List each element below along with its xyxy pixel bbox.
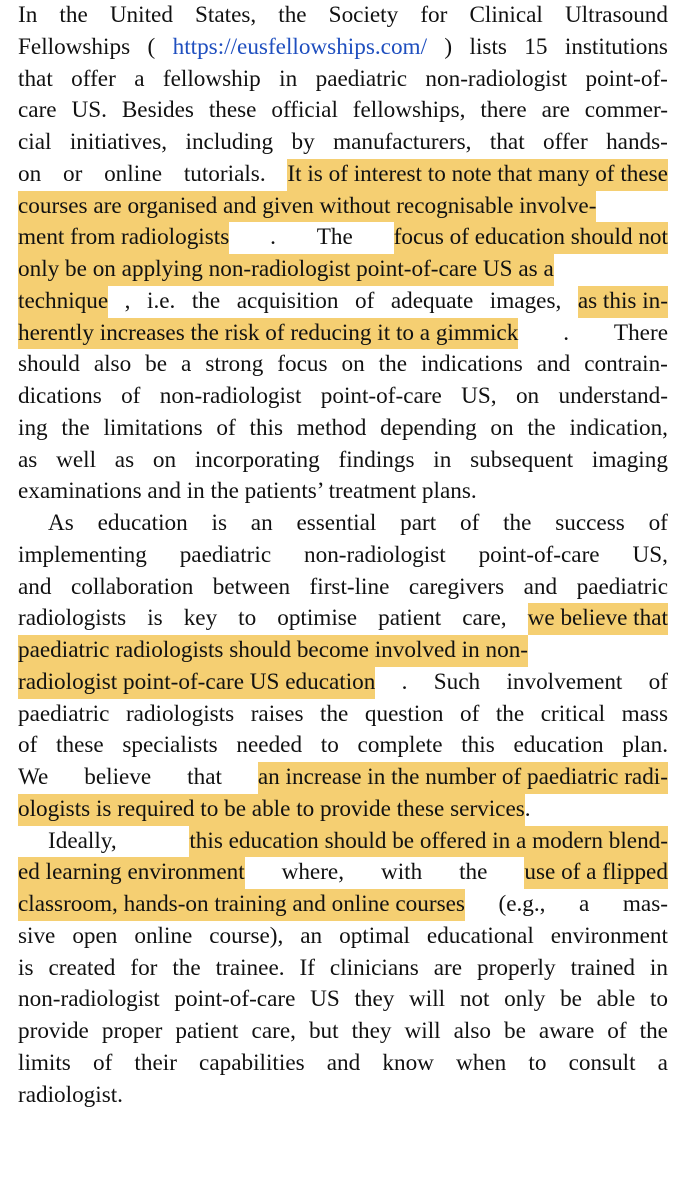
text-word: .: [401, 668, 408, 695]
highlighted-text: ment from radiologists: [18, 222, 229, 254]
text-word: is: [18, 954, 34, 981]
text-line: [18, 286, 668, 318]
text-word: patient: [175, 1018, 239, 1044]
text-word: the: [378, 351, 407, 378]
text-word: to: [649, 986, 668, 1013]
text-word: with: [380, 859, 423, 886]
text-word: in: [433, 446, 452, 473]
text-word: but: [308, 1018, 339, 1044]
text-line: [18, 127, 668, 159]
text-word: is: [147, 605, 163, 632]
text-word: adequate: [390, 287, 474, 314]
text-word: the: [459, 859, 488, 886]
text-word: open: [72, 922, 118, 949]
text-line: [18, 953, 668, 985]
text-word: to: [238, 605, 257, 632]
text-word: able: [596, 986, 636, 1013]
text-word: Besides: [121, 97, 194, 124]
text-word: of: [459, 510, 480, 536]
text-word: care,: [251, 1018, 296, 1044]
text-word: of: [355, 287, 375, 314]
text-word: care,: [462, 605, 507, 632]
text-word: involvement: [506, 668, 623, 695]
text-word: of: [607, 1018, 627, 1044]
text-word: If: [299, 954, 315, 981]
text-word: .: [563, 319, 570, 346]
text-word: fellowships,: [352, 97, 466, 124]
text-word: the: [320, 700, 349, 727]
text-word: an: [300, 922, 323, 949]
text-line: [18, 0, 668, 32]
text-word: ing: [18, 414, 48, 441]
text-word: limitations: [103, 414, 203, 441]
text-word: specialists: [122, 732, 218, 759]
text-word: the: [172, 954, 201, 981]
text-word: an: [250, 510, 273, 536]
text-word: (e.g.,: [498, 891, 546, 917]
text-word: We: [18, 764, 49, 790]
text-word: also: [93, 351, 132, 378]
text-word: essential: [296, 510, 377, 536]
text-word: paediatric: [179, 541, 272, 568]
text-line: [18, 64, 668, 96]
text-word: also: [453, 1018, 491, 1044]
text-word: non-radiologist: [159, 383, 302, 409]
text-word: and: [536, 351, 571, 378]
text-word: subsequent: [470, 446, 574, 473]
text-word: are: [433, 954, 463, 981]
text-word: their: [134, 1049, 177, 1076]
text-word: created: [48, 954, 116, 981]
highlighted-text: this education should be offered in a modern blend-: [189, 826, 668, 858]
text-word: and: [523, 573, 558, 600]
text-word: of: [121, 383, 141, 409]
text-line: [18, 794, 668, 826]
text-word: ,: [124, 287, 131, 314]
text-word: that: [187, 764, 222, 790]
text-word: focus: [277, 351, 328, 378]
text-word: the: [639, 1018, 668, 1044]
text-word: initiatives,: [69, 129, 168, 155]
highlighted-text: we believe that: [528, 603, 668, 635]
text-word: findings: [338, 446, 415, 473]
text-word: part: [400, 510, 437, 536]
highlighted-text: ologists is required to be able to provide these services: [18, 794, 525, 826]
text-word: of: [216, 414, 236, 441]
text-line: [18, 857, 668, 889]
text-word: acquisition: [236, 287, 339, 314]
text-line: [18, 476, 668, 508]
text-word: Ideally,: [48, 827, 117, 854]
text-word: capabilities: [199, 1049, 305, 1076]
text-word: care: [18, 97, 57, 124]
text-line: [18, 413, 668, 445]
text-word: education: [97, 510, 188, 536]
text-word: the: [61, 414, 90, 441]
text-word: indication,: [569, 414, 668, 441]
text-word: of: [459, 700, 480, 727]
highlighted-text: only be on applying non-radiologist point-of-care US as a: [18, 254, 554, 286]
text-word: tutorials.: [183, 160, 266, 187]
text-word: aware: [538, 1018, 595, 1044]
text-word: i.e.: [147, 287, 176, 314]
text-word: plan.: [622, 732, 668, 759]
text-word: official: [271, 97, 338, 124]
text-word: offer: [71, 65, 116, 92]
text-word: the: [191, 287, 221, 314]
text-word: optimal: [339, 922, 410, 949]
text-word: course),: [209, 922, 284, 949]
text-word: when: [456, 1049, 507, 1076]
text-word: depending: [380, 414, 477, 441]
text-word: US,: [632, 541, 668, 568]
text-word: a: [134, 65, 145, 92]
text-word: be: [560, 986, 582, 1013]
text-word: on: [490, 414, 514, 441]
text-word: US.: [71, 97, 107, 124]
text-word: (: [147, 33, 156, 60]
text-line: [18, 889, 668, 921]
text-word: this: [249, 414, 284, 441]
text-word: Such: [433, 668, 481, 695]
text-word: paediatric: [18, 700, 110, 727]
text-word: US,: [461, 383, 497, 409]
text-word: between: [212, 573, 291, 600]
text-word: or: [62, 160, 83, 187]
text-word: incorporating: [194, 446, 320, 473]
text-word: mass: [621, 700, 668, 727]
highlighted-text: It is of interest to note that many of these: [287, 159, 668, 191]
text-word: to: [320, 732, 339, 759]
highlighted-text: classroom, hands-on training and online courses: [18, 889, 465, 921]
highlighted-text: an increase in the number of paediatric radi-: [258, 762, 668, 794]
text-line: [18, 95, 668, 127]
text-word: that: [18, 65, 53, 92]
text-line: [18, 984, 668, 1016]
text-word: point-of-: [585, 65, 668, 92]
text-line: [18, 1080, 668, 1112]
text-word: hands-: [606, 129, 668, 155]
text-word: States,: [195, 2, 257, 28]
text-word: on: [152, 446, 177, 473]
text-word: to: [528, 1049, 547, 1076]
text-word: US: [310, 986, 340, 1013]
text-word: know: [382, 1049, 434, 1076]
text-word: the: [527, 414, 556, 441]
text-word: of: [648, 668, 668, 695]
text-word: understand-: [558, 383, 668, 409]
text-word: .: [524, 795, 531, 822]
text-line: [18, 508, 668, 540]
text-line: [18, 826, 668, 858]
text-word: .: [270, 224, 276, 251]
text-word: The: [316, 224, 353, 251]
text-word: cial: [18, 129, 52, 155]
text-line: [18, 159, 668, 191]
text-line: [18, 445, 668, 477]
text-word: paediatric: [315, 65, 408, 92]
text-word: as: [18, 446, 38, 473]
text-word: be: [145, 351, 168, 378]
text-word: well: [56, 446, 97, 473]
highlighted-text: focus of education should not: [394, 222, 668, 254]
text-word: by: [291, 129, 315, 155]
text-word: contrain-: [584, 351, 668, 378]
text-word: Ultrasound: [564, 2, 668, 28]
text-word: for: [420, 2, 448, 28]
text-word: institutions: [564, 33, 668, 60]
text-word: United: [109, 2, 173, 28]
text-word: will: [404, 1018, 441, 1044]
text-word: ): [444, 33, 453, 60]
text-word: as: [114, 446, 135, 473]
text-line: [18, 667, 668, 699]
text-word: and: [18, 573, 52, 600]
highlighted-text: ed learning environment: [18, 857, 245, 889]
text-word: complete: [357, 732, 443, 759]
text-word: non-radiologist: [304, 541, 446, 568]
text-word: a: [657, 1049, 668, 1076]
text-word: collaboration: [70, 573, 194, 600]
text-word: educational: [426, 922, 534, 949]
text-word: mas-: [622, 891, 668, 917]
text-word: the: [59, 2, 88, 28]
text-word: non-radiologist: [18, 986, 160, 1013]
text-word: education: [513, 732, 604, 759]
text-word: radiologist.: [18, 1081, 123, 1108]
text-word: There: [613, 319, 668, 346]
text-line: [18, 1048, 668, 1080]
text-word: are: [541, 97, 570, 124]
text-word: fellowship: [162, 65, 261, 92]
text-word: consult: [568, 1049, 636, 1076]
text-word: commer-: [584, 97, 668, 124]
text-word: the: [278, 2, 307, 28]
text-word: only: [504, 986, 546, 1013]
fellowships-link[interactable]: https://eusfellowships.com/: [172, 33, 428, 60]
text-word: in: [279, 65, 298, 92]
text-word: of: [92, 1049, 113, 1076]
text-word: they: [354, 986, 395, 1013]
text-line: [18, 381, 668, 413]
highlighted-text: technique: [18, 286, 108, 318]
text-line: [18, 540, 668, 572]
text-word: method: [296, 414, 367, 441]
text-line: [18, 762, 668, 794]
text-word: not: [459, 986, 490, 1013]
text-line: [18, 921, 668, 953]
text-word: question: [364, 700, 444, 727]
text-word: As: [48, 510, 74, 536]
text-word: Clinical: [469, 2, 543, 28]
text-word: offer: [543, 129, 588, 155]
text-word: caregivers: [408, 573, 505, 600]
text-word: of: [18, 732, 38, 759]
text-word: on: [515, 383, 540, 409]
text-word: this: [461, 732, 495, 759]
text-line: [18, 222, 668, 254]
text-word: raises: [250, 700, 304, 727]
text-word: there: [480, 97, 527, 124]
text-word: key: [183, 605, 218, 632]
text-word: of: [648, 510, 668, 536]
text-word: on: [341, 351, 365, 378]
text-line: [18, 349, 668, 381]
text-word: and: [326, 1049, 361, 1076]
text-word: paediatric: [576, 573, 668, 600]
text-word: lists: [469, 33, 507, 60]
text-word: be: [504, 1018, 526, 1044]
text-line: [18, 699, 668, 731]
highlighted-text: use of a flipped: [524, 857, 668, 889]
text-word: patient: [378, 605, 442, 632]
text-word: limits: [18, 1049, 71, 1076]
text-word: where,: [281, 859, 345, 886]
text-word: a: [579, 891, 590, 917]
text-word: in: [649, 954, 668, 981]
text-word: manufacturers,: [333, 129, 472, 155]
text-word: the: [503, 510, 532, 536]
text-word: on: [18, 160, 42, 187]
text-word: a: [181, 351, 192, 378]
text-word: point-of-care: [174, 986, 296, 1013]
text-word: Fellowships: [18, 33, 131, 60]
text-word: they: [351, 1018, 392, 1044]
text-word: sive: [18, 922, 56, 949]
highlighted-text: radiologist point-of-care US education: [18, 667, 375, 699]
text-word: properly: [477, 954, 556, 981]
text-word: for: [130, 954, 158, 981]
text-word: 15: [524, 33, 548, 60]
text-line: [18, 635, 668, 667]
text-word: dications: [18, 383, 102, 409]
text-word: these: [56, 732, 104, 759]
text-word: point-of-care: [478, 541, 600, 568]
text-word: examinations and in the patients’ treatment plans.: [18, 478, 477, 505]
text-word: success: [555, 510, 625, 536]
text-line: [18, 572, 668, 604]
text-word: In: [18, 2, 38, 28]
text-word: radiologists: [125, 700, 235, 727]
text-word: optimise: [277, 605, 358, 632]
text-line: [18, 191, 668, 223]
text-word: online: [134, 922, 193, 949]
text-word: indications: [420, 351, 523, 378]
text-word: clinicians: [329, 954, 419, 981]
text-word: point-of-care: [320, 383, 442, 409]
text-line: [18, 318, 668, 350]
text-word: needed: [236, 732, 303, 759]
text-word: provide: [18, 1018, 89, 1044]
text-word: will: [409, 986, 446, 1013]
text-word: believe: [84, 764, 152, 790]
highlighted-text: courses are organised and given without recognisable involve-: [18, 191, 596, 223]
text-line: [18, 254, 668, 286]
text-line: [18, 603, 668, 635]
text-word: should: [18, 351, 80, 378]
text-line: [18, 730, 668, 762]
text-word: trained: [570, 954, 635, 981]
text-word: images,: [489, 287, 562, 314]
text-word: radiologists: [18, 605, 127, 632]
text-word: that: [489, 129, 525, 155]
text-word: trainee.: [215, 954, 285, 981]
text-word: is: [211, 510, 227, 536]
text-word: first-line: [309, 573, 390, 600]
text-line: [18, 1016, 668, 1048]
text-word: strong: [205, 351, 264, 378]
highlighted-text: paediatric radiologists should become involved in non-: [18, 635, 528, 667]
text-word: online: [104, 160, 163, 187]
text-word: these: [208, 97, 257, 124]
text-word: imaging: [591, 446, 668, 473]
text-word: including: [185, 129, 274, 155]
text-word: critical: [540, 700, 606, 727]
text-word: proper: [101, 1018, 163, 1044]
text-line: [18, 32, 668, 64]
text-word: environment: [550, 922, 668, 949]
text-word: Society: [328, 2, 399, 28]
highlighted-text: as this in-: [578, 286, 668, 318]
text-word: non-radiologist: [425, 65, 568, 92]
text-word: the: [495, 700, 525, 727]
text-word: implementing: [18, 541, 147, 568]
highlighted-text: herently increases the risk of reducing it to a gimmick: [18, 318, 518, 350]
